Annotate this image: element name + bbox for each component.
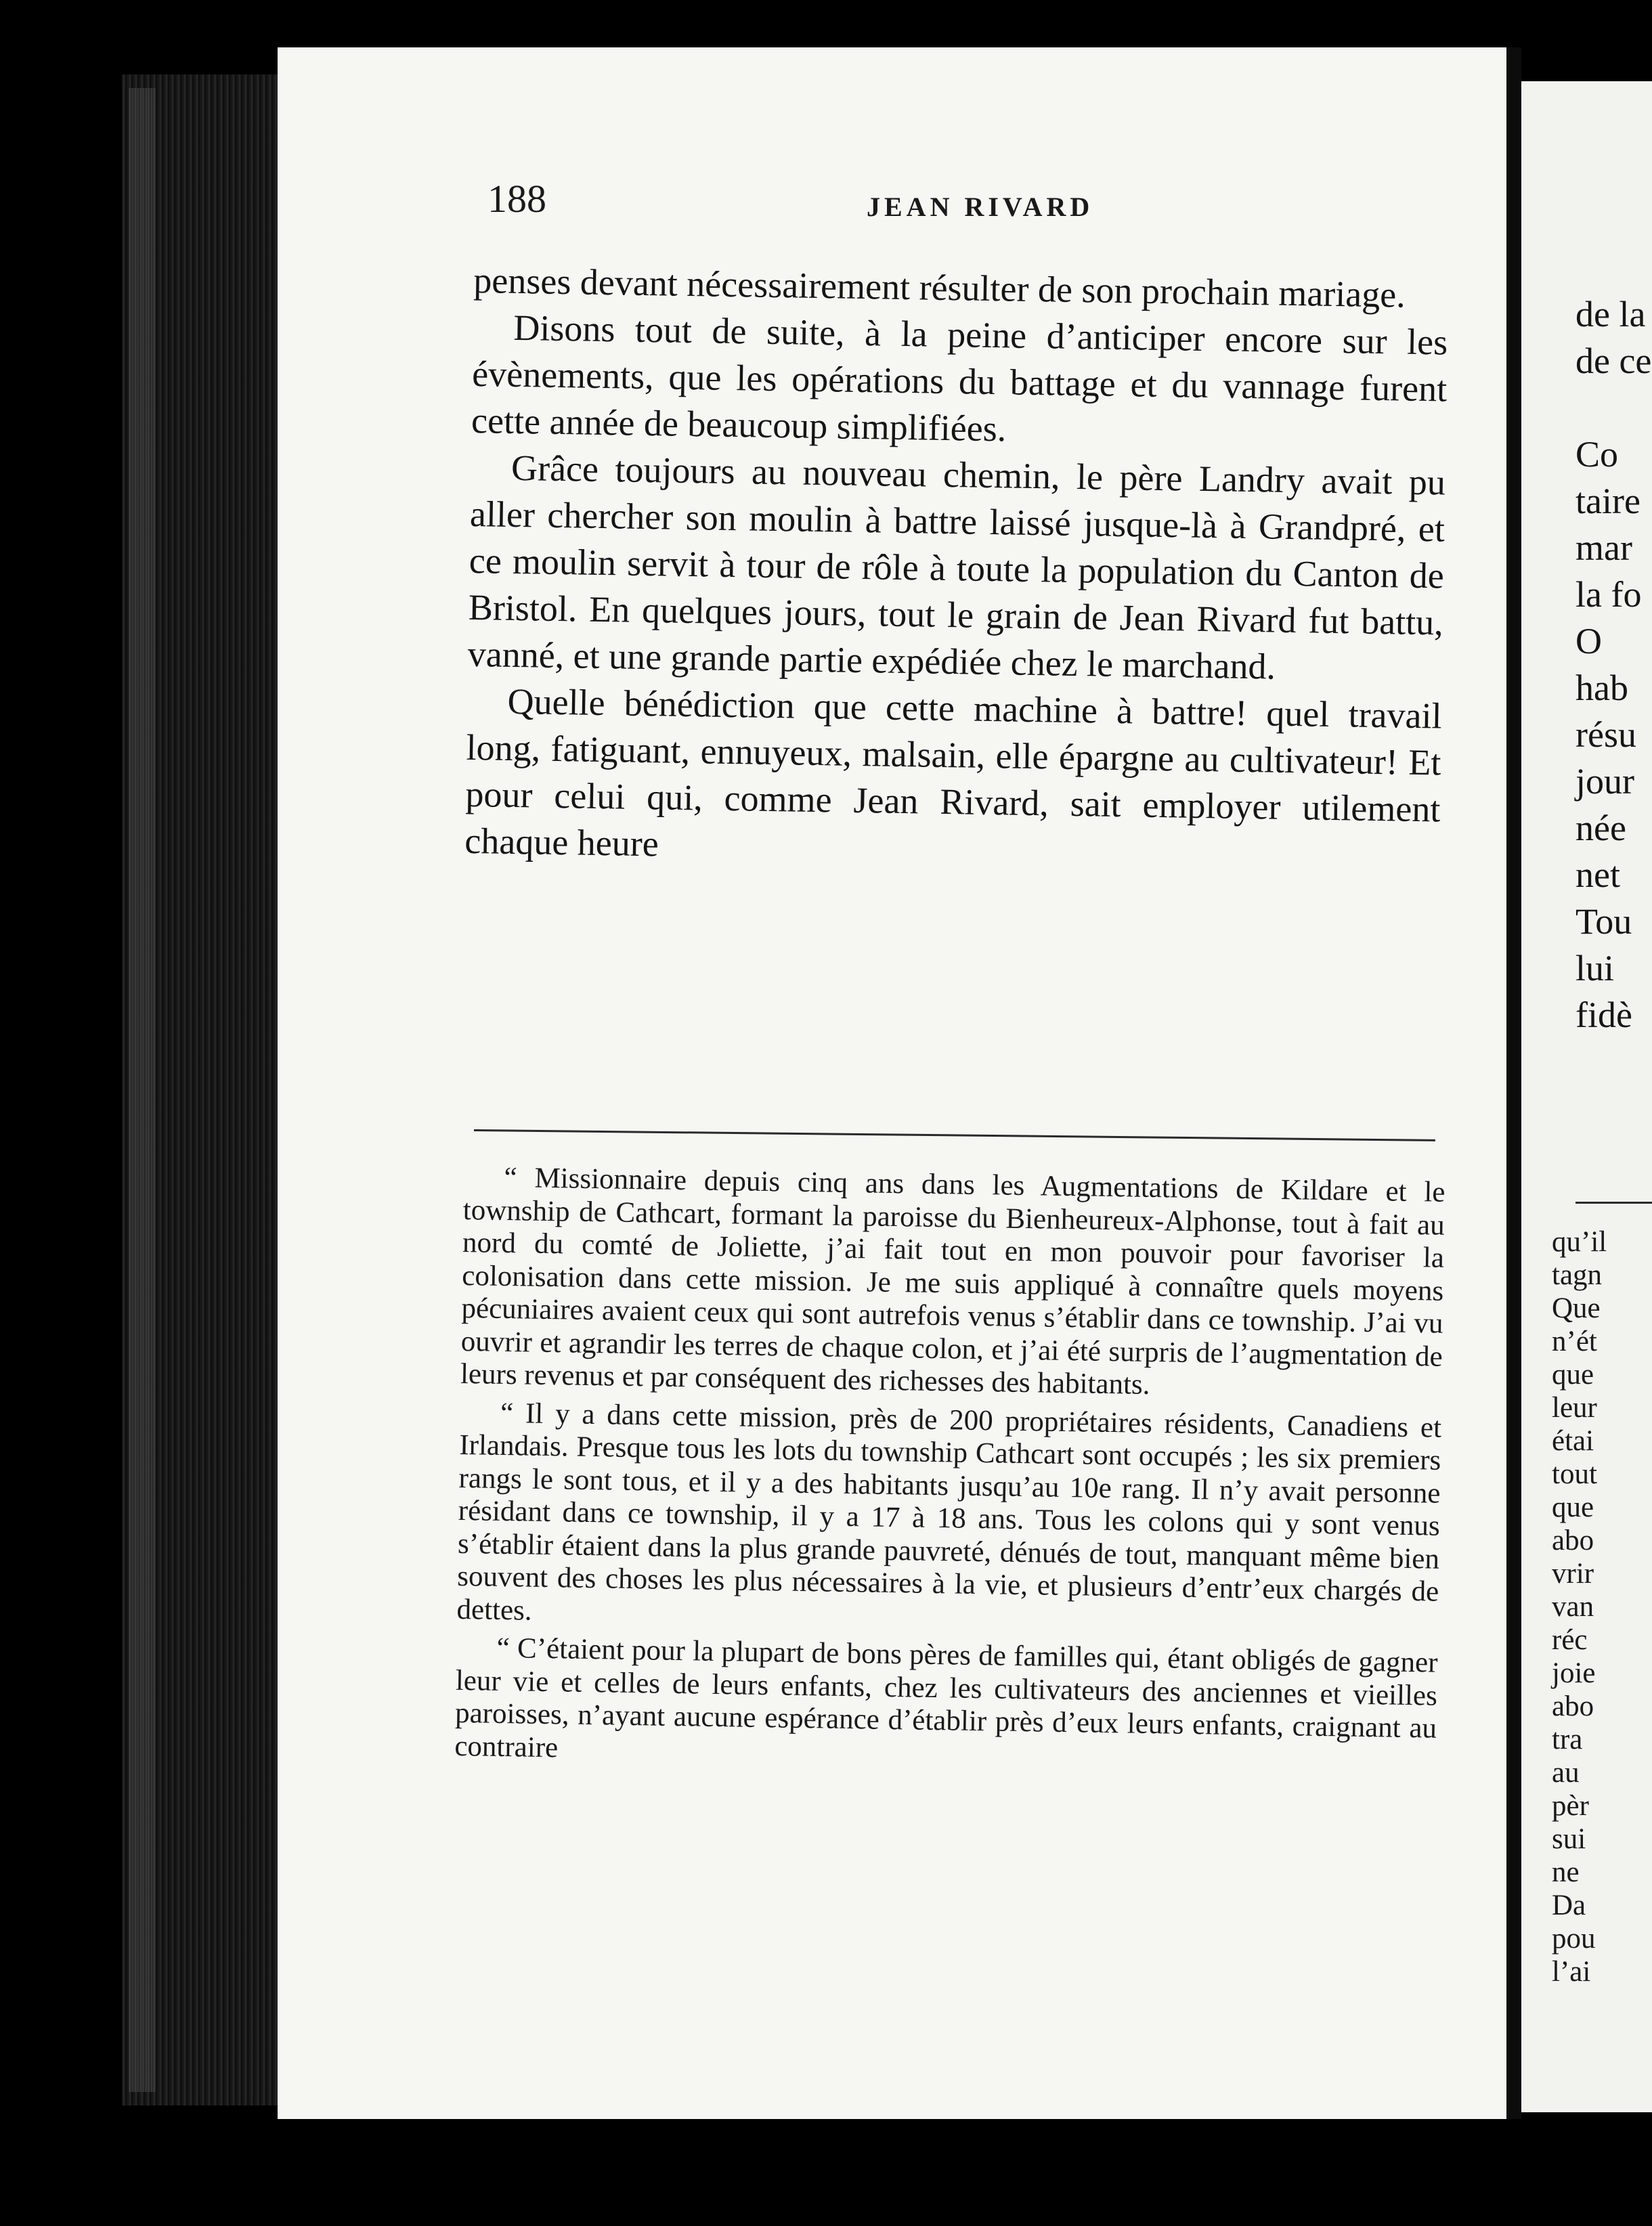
main-text [464,257,1449,880]
running-title: JEAN RIVARD [867,192,1094,222]
running-head [487,176,1469,230]
right-page-text-fragment: de la de ce Co taire mar la fo O hab résu jour née net Tou lui fidè [1575,294,1652,1035]
paragraph: Disons tout de suite, à la peine d’anticiper encore sur les évènements, que les opérations du battage et du vannage furent cette année de beaucoup simplifiées. [471,307,1448,450]
footnote-paragraph: “ Missionnaire depuis cinq ans dans les Augmentations de Kildare et le township de Cathcart, formant la paroisse du Bienheureux-Alphonse, tout à fait au nord du comté de Joliette, j’ai fait tout en mon pouvoir pour favoriser la colonisation dans cette mission. Je me suis appliqué à connaître quels moyens pécuniaires avaient ceux qui sont autrefois venus s’établir dans ce township. J’ai vu ouvrir et agrandir les terres de chaque colon, et j’ai été surpris de l’augmentation de leurs revenus et par conséquent des richesses des habitants. [460,1161,1446,1401]
right-page-footnote-fragment: qu’il tagn Que n’ét que leur étai tout que abo vrir van réc joie abo tra au pèr sui ne Da pou l’ai [1552,1226,1607,1988]
paragraph-continuation: penses devant nécessairement résulter de son prochain mariage. [473,259,1406,315]
footnotes [454,1161,1446,1784]
paragraph: Quelle bénédiction que cette machine à battre! quel travail long, fatiguant, ennuyeux, malsain, elle épargne au cultivateur! Et pour celui qui, comme Jean Rivard, sait employer utilement chaque heure [464,680,1443,865]
right-page-edge [1521,81,1652,2112]
footnote-paragraph: “ C’étaient pour la plupart de bons pères de familles qui, étant obligés de gagner leur vie et celles de leurs enfants, chez les cultivateurs des anciennes et vieilles paroisses, n’ayant aucune espérance d’établir près d’eux leurs enfants, craignant au contraire [454,1632,1438,1764]
paragraph: Grâce toujours au nouveau chemin, le père Landry avait pu aller chercher son moulin à battre laissé jusque-là à Grandpré, et ce moulin servit à tour de rôle à toute la population du Canton de Bristol. En quelques jours, tout le grain de Jean Rivard fut battu, vanné, et une grande partie expédiée chez le marchand. [467,447,1446,687]
right-page-footnote-divider [1575,1202,1652,1204]
page-number: 188 [487,177,546,221]
book-fore-edge-highlight [129,88,156,2092]
book-gutter [1506,47,1521,2119]
footnote-paragraph: “ Il y a dans cette mission, près de 200 propriétaires résidents, Canadiens et Irlandais. Presque tous les lots du township Cathcart sont occupés ; les six premiers rangs le sont tous, et il y a des habitants jusqu’au 10e rang. Il n’y avait personne résidant dans ce township, il y a 17 à 18 ans. Tous les colons qui y sont venus s’établir étaient dans la plus grande pauvreté, dénués de tout, manquant même bien souvent des choses les plus nécessaires à la vie, et plusieurs d’entr’eux chargés de dettes. [456,1397,1442,1627]
